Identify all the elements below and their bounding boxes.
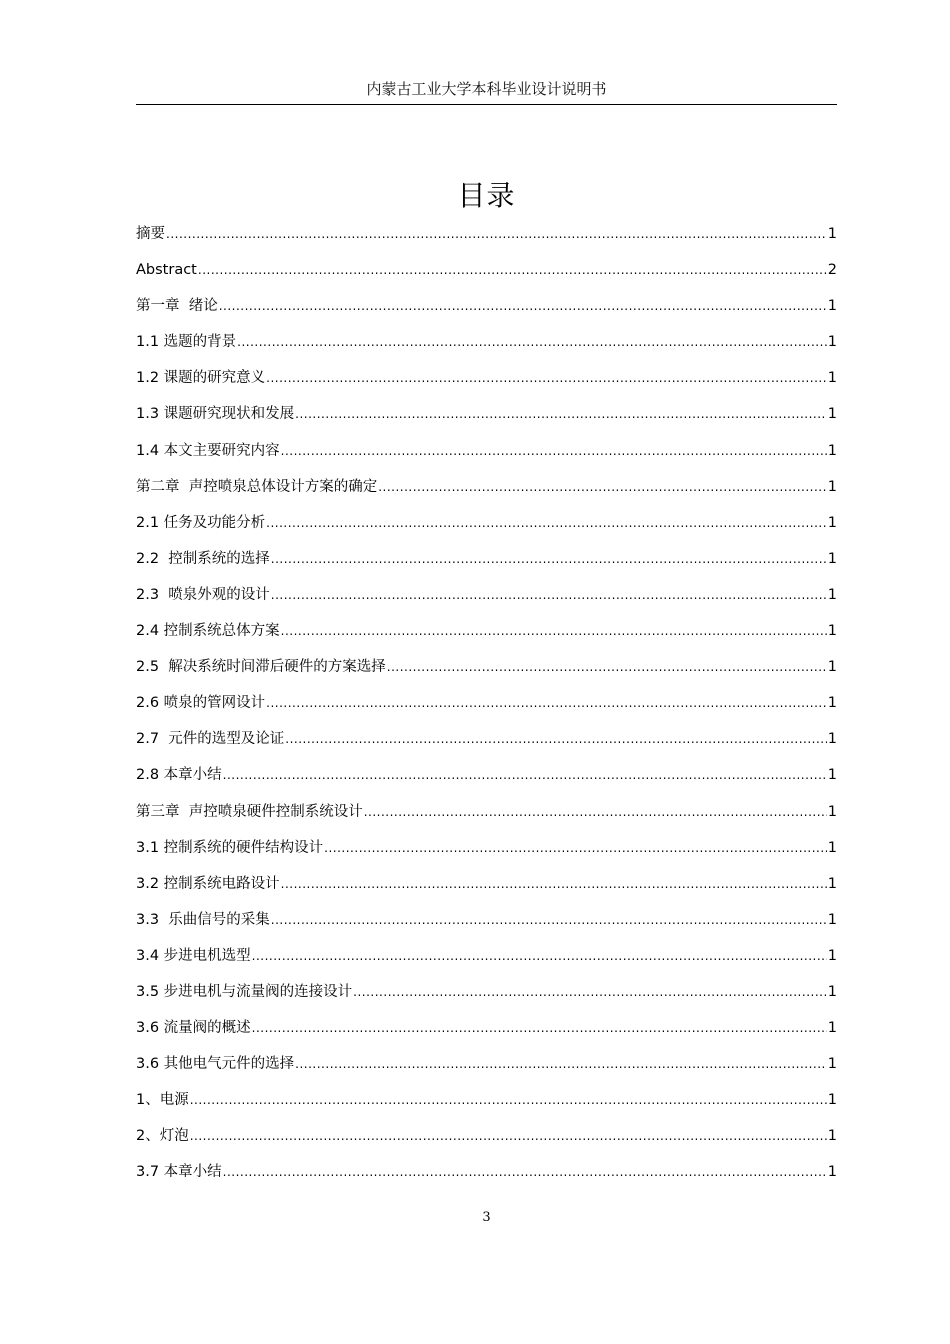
toc-entry[interactable] xyxy=(136,366,837,402)
toc-entry-label: 3.7 本章小结 xyxy=(136,1164,222,1181)
toc-entry[interactable] xyxy=(136,655,837,691)
toc-entry-label: 3.6 流量阀的概述 xyxy=(136,1020,251,1037)
toc-dot-leader xyxy=(271,908,827,932)
toc-entry-label: 2.3 喷泉外观的设计 xyxy=(136,586,270,603)
toc-title: 目录 xyxy=(457,179,516,212)
toc-entry[interactable] xyxy=(136,800,837,836)
running-header: 内蒙古工业大学本科毕业设计说明书 xyxy=(366,80,607,98)
toc-entry-page: 1 xyxy=(827,695,837,712)
page-number: 3 xyxy=(482,1210,491,1225)
toc-entry-page: 1 xyxy=(827,226,837,242)
toc-entry[interactable] xyxy=(136,475,837,511)
toc-dot-leader xyxy=(324,836,827,860)
toc-entry-label: 2、灯泡 xyxy=(136,1128,189,1145)
toc-entry-label: 2.7 元件的选型及论证 xyxy=(136,731,285,748)
toc-entry-label: 3.4 步进电机选型 xyxy=(136,947,251,964)
toc-entry-label: 1.1 选题的背景 xyxy=(136,334,237,351)
toc-entry-label: 1.4 本文主要研究内容 xyxy=(136,442,280,459)
toc-entry-page: 1 xyxy=(827,1020,837,1037)
toc-dot-leader xyxy=(387,655,827,679)
toc-entry-page: 1 xyxy=(827,1092,837,1109)
toc-entry-page: 1 xyxy=(827,875,837,892)
toc-entry[interactable] xyxy=(136,1088,837,1124)
toc-entry-page: 1 xyxy=(827,442,837,459)
toc-entry-page: 1 xyxy=(827,1128,837,1145)
toc-dot-leader xyxy=(237,330,827,354)
toc-dot-leader xyxy=(353,980,827,1004)
toc-entry-page: 1 xyxy=(827,983,837,1000)
toc-entry[interactable] xyxy=(136,547,837,583)
toc-entry-label: 2.5 解决系统时间滞后硬件的方案选择 xyxy=(136,659,386,676)
toc-entry[interactable] xyxy=(136,294,837,330)
toc-entry-label: 2.1 任务及功能分析 xyxy=(136,514,266,531)
toc-entry[interactable] xyxy=(136,763,837,799)
toc-dot-leader xyxy=(281,439,827,463)
toc-dot-leader xyxy=(271,547,827,571)
toc-dot-leader xyxy=(198,258,827,282)
toc-entry-page: 1 xyxy=(827,298,837,315)
toc-entry-label: 第三章 声控喷泉硬件控制系统设计 xyxy=(136,803,363,820)
toc-entry-page: 1 xyxy=(827,406,837,423)
toc-entry[interactable] xyxy=(136,727,837,763)
toc-dot-leader xyxy=(285,727,826,751)
toc-dot-leader xyxy=(252,1016,827,1040)
toc-entry[interactable] xyxy=(136,258,837,294)
toc-entry-label: 第一章 绪论 xyxy=(136,298,218,315)
toc-entry-label: 1.3 课题研究现状和发展 xyxy=(136,406,295,423)
toc-dot-leader xyxy=(190,1088,827,1112)
toc-entry[interactable] xyxy=(136,511,837,547)
toc-entry-page: 1 xyxy=(827,911,837,928)
toc-dot-leader xyxy=(281,872,827,896)
toc-dot-leader xyxy=(166,222,827,246)
toc-dot-leader xyxy=(295,1052,827,1076)
toc-entry-page: 1 xyxy=(827,767,837,784)
toc-entry-label: 3.2 控制系统电路设计 xyxy=(136,875,280,892)
toc-entry-label: 3.6 其他电气元件的选择 xyxy=(136,1056,295,1073)
toc-dot-leader xyxy=(223,1160,827,1184)
toc-entry[interactable] xyxy=(136,1052,837,1088)
toc-entry-label: 第二章 声控喷泉总体设计方案的确定 xyxy=(136,478,378,495)
toc-entry-page: 1 xyxy=(827,550,837,567)
toc-dot-leader xyxy=(378,475,827,499)
toc-entry[interactable] xyxy=(136,908,837,944)
toc-dot-leader xyxy=(281,619,827,643)
toc-entry-label: Abstract xyxy=(136,262,197,279)
toc-entry[interactable] xyxy=(136,1016,837,1052)
toc-dot-leader xyxy=(266,511,827,535)
toc-dot-leader xyxy=(266,691,827,715)
toc-entry-page: 1 xyxy=(827,1164,837,1181)
toc-entry-label: 摘要 xyxy=(136,226,165,242)
toc-entry[interactable] xyxy=(136,330,837,366)
toc-entry-page: 1 xyxy=(827,370,837,387)
toc-entry-label: 2.4 控制系统总体方案 xyxy=(136,623,280,640)
toc-entry-page: 1 xyxy=(827,1056,837,1073)
toc-entry-label: 3.1 控制系统的硬件结构设计 xyxy=(136,839,324,856)
toc-entry[interactable] xyxy=(136,872,837,908)
toc-entry-page: 1 xyxy=(827,623,837,640)
toc-entry-page: 1 xyxy=(827,839,837,856)
toc-dot-leader xyxy=(190,1124,827,1148)
toc-entry-page: 1 xyxy=(827,586,837,603)
toc-entry-page: 1 xyxy=(827,334,837,351)
toc-entry[interactable] xyxy=(136,944,837,980)
toc-dot-leader xyxy=(266,366,827,390)
toc-entry-page: 1 xyxy=(827,514,837,531)
toc-entry-page: 2 xyxy=(827,262,837,279)
toc-entry-page: 1 xyxy=(827,947,837,964)
toc-entry-label: 3.5 步进电机与流量阀的连接设计 xyxy=(136,983,353,1000)
toc-entry-page: 1 xyxy=(827,731,837,748)
toc-dot-leader xyxy=(252,944,827,968)
toc-dot-leader xyxy=(219,294,827,318)
toc-entry[interactable] xyxy=(136,583,837,619)
toc-list xyxy=(136,222,837,1197)
toc-entry[interactable] xyxy=(136,980,837,1016)
toc-entry-page: 1 xyxy=(827,478,837,495)
toc-entry[interactable] xyxy=(136,439,837,475)
toc-entry[interactable] xyxy=(136,1124,837,1160)
toc-entry-page: 1 xyxy=(827,659,837,676)
toc-entry-label: 1.2 课题的研究意义 xyxy=(136,370,266,387)
toc-dot-leader xyxy=(295,402,827,426)
toc-entry[interactable] xyxy=(136,402,837,438)
toc-entry[interactable] xyxy=(136,222,837,258)
toc-dot-leader xyxy=(223,763,827,787)
toc-dot-leader xyxy=(271,583,827,607)
toc-entry[interactable] xyxy=(136,619,837,655)
toc-entry[interactable] xyxy=(136,1160,837,1196)
toc-entry-label: 3.3 乐曲信号的采集 xyxy=(136,911,270,928)
toc-entry-page: 1 xyxy=(827,803,837,820)
toc-entry-label: 2.6 喷泉的管网设计 xyxy=(136,695,266,712)
toc-dot-leader xyxy=(364,800,827,824)
toc-entry-label: 2.2 控制系统的选择 xyxy=(136,550,270,567)
toc-entry-label: 1、电源 xyxy=(136,1092,189,1109)
toc-entry[interactable] xyxy=(136,691,837,727)
toc-entry-label: 2.8 本章小结 xyxy=(136,767,222,784)
toc-entry[interactable] xyxy=(136,836,837,872)
header-divider xyxy=(136,104,837,105)
